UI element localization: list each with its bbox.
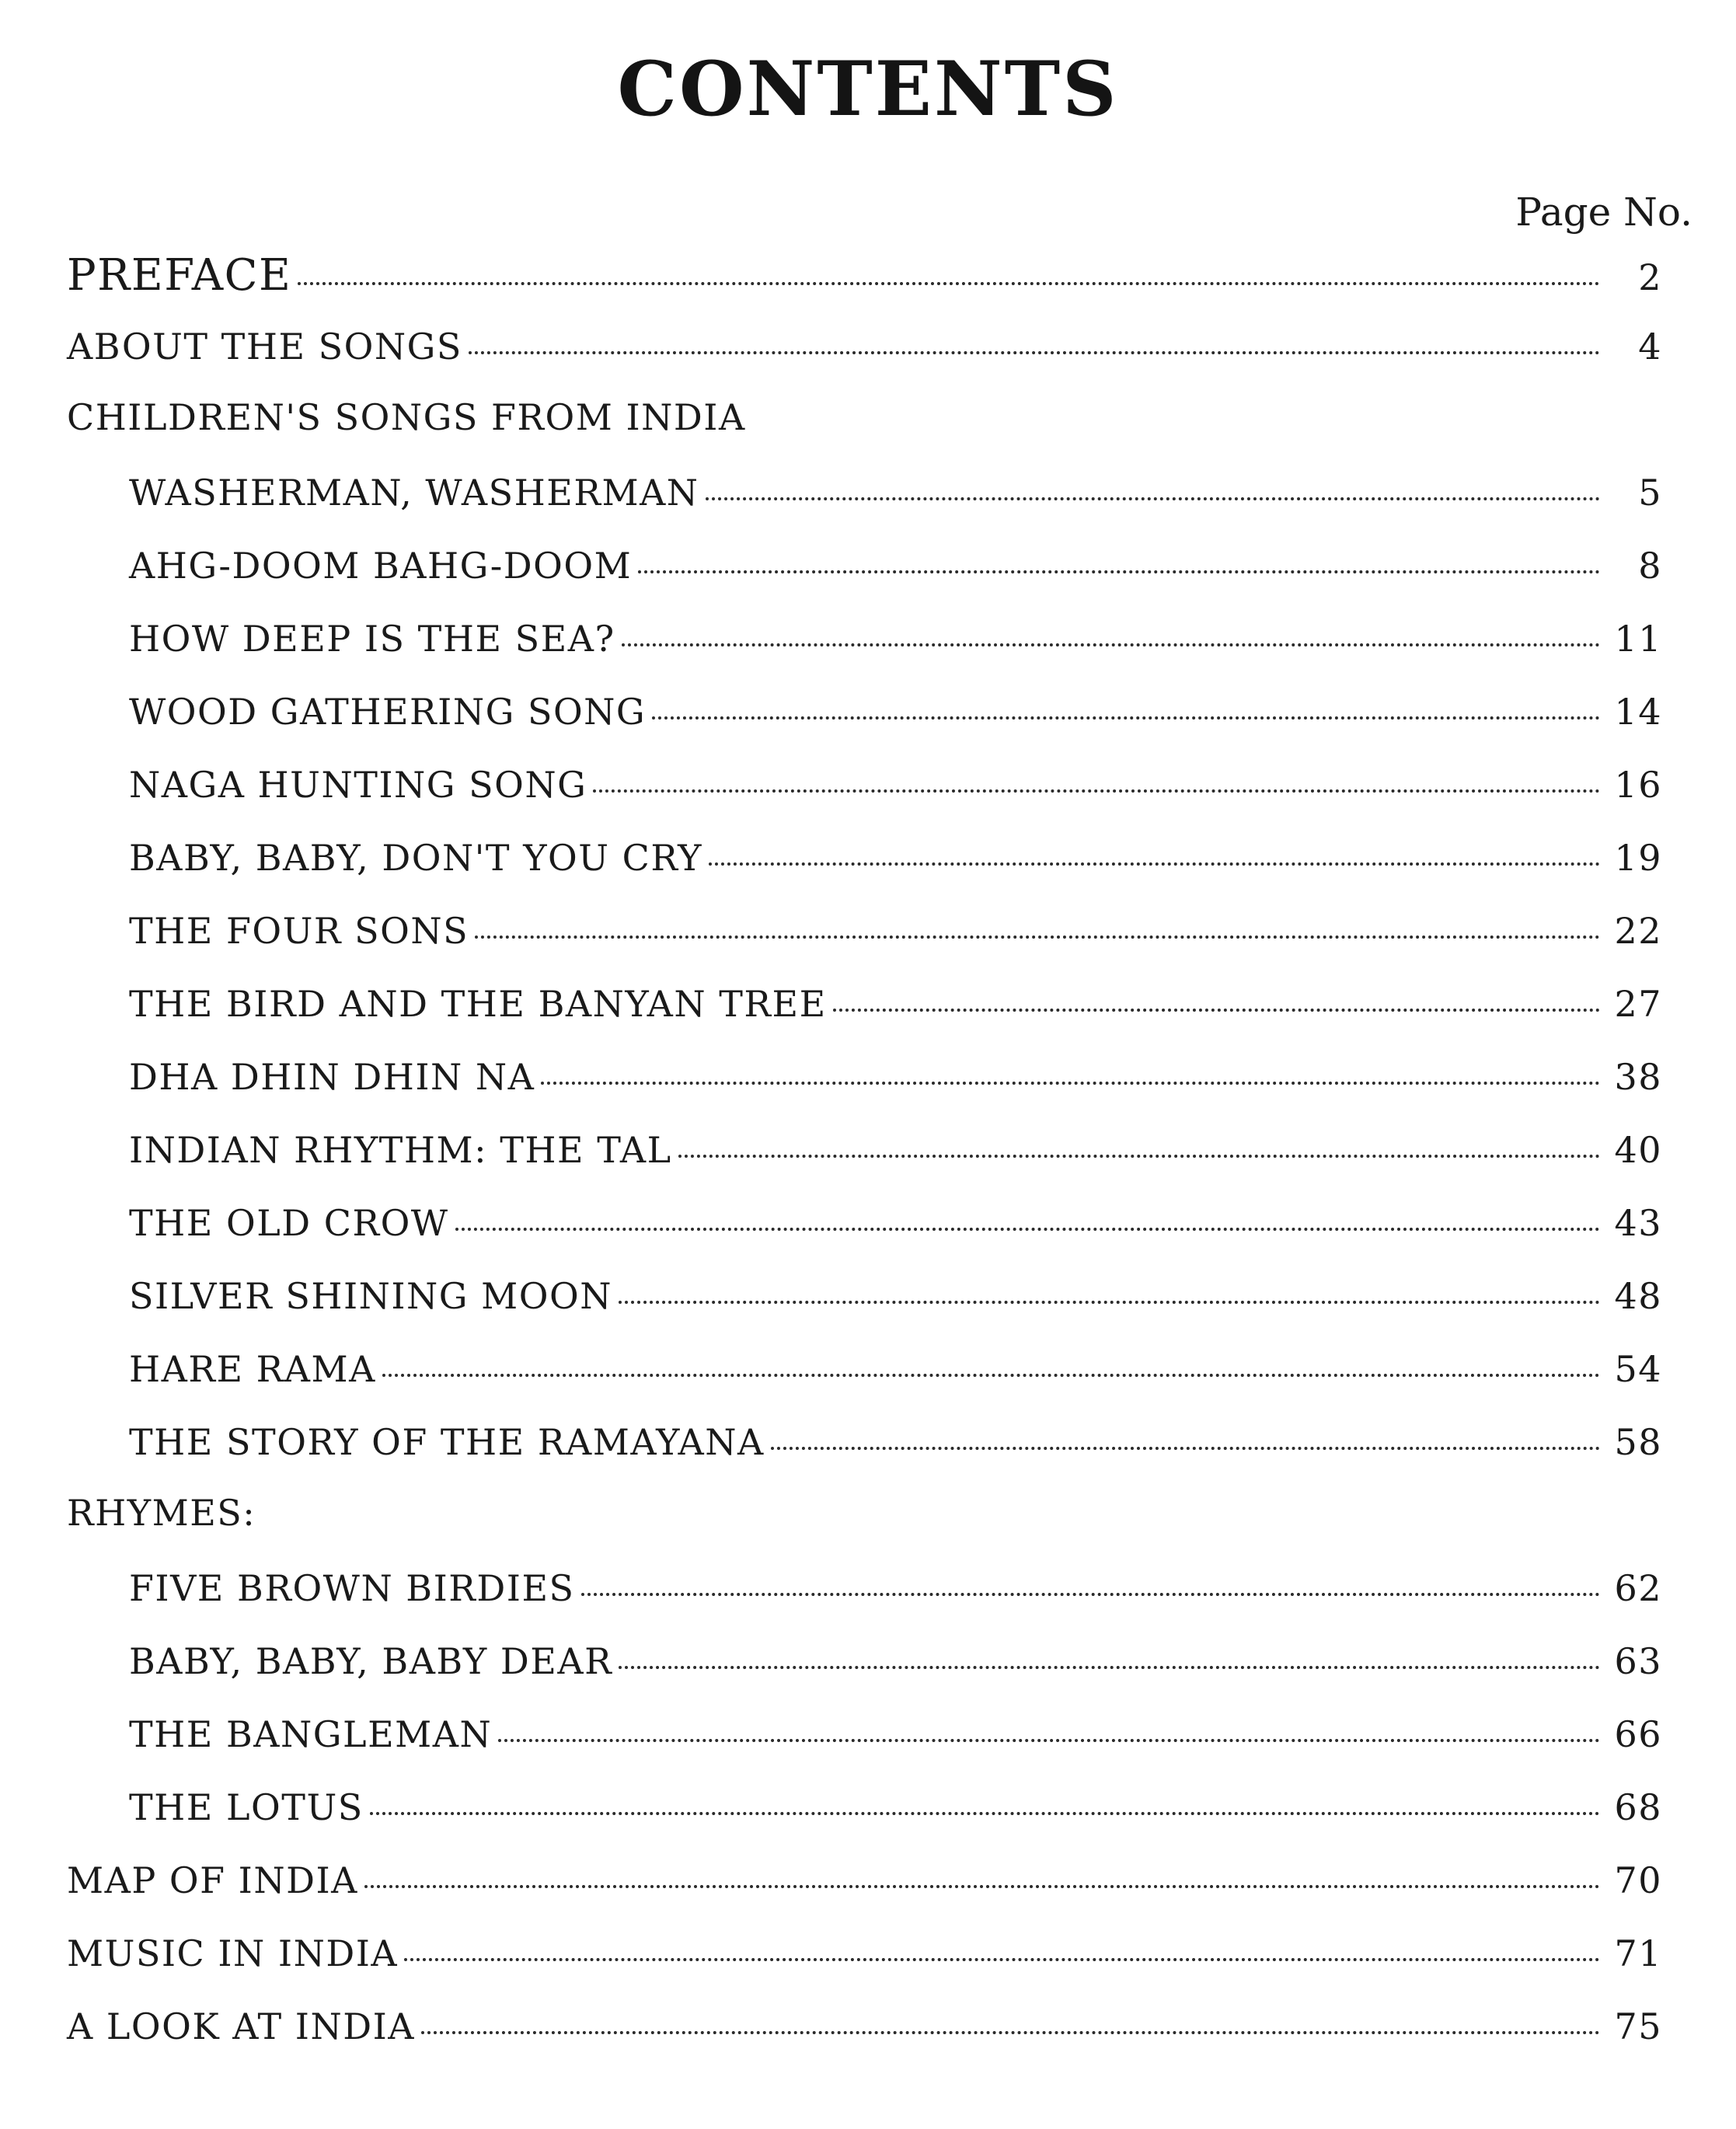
toc-entry-page-number: 43 — [1614, 1202, 1662, 1244]
dot-leader — [593, 761, 1600, 797]
dot-leader — [455, 1200, 1600, 1235]
toc-entry-page-number: 70 — [1614, 1859, 1662, 1901]
toc-entry[interactable] — [67, 250, 1662, 305]
toc-entry-title: WASHERMAN, WASHERMAN — [129, 472, 699, 514]
dot-leader — [833, 981, 1600, 1016]
toc-entry[interactable] — [129, 981, 1662, 1035]
toc-entry[interactable] — [129, 1054, 1662, 1108]
toc-entry[interactable] — [67, 1857, 1662, 1911]
toc-entry-title: MUSIC IN INDIA — [67, 1932, 399, 1974]
toc-entry[interactable] — [129, 908, 1662, 962]
toc-entry-title: HARE RAMA — [129, 1348, 376, 1390]
dot-leader — [469, 323, 1600, 359]
dot-leader — [706, 469, 1600, 505]
toc-entry-title: THE OLD CROW — [129, 1202, 449, 1244]
dot-leader — [619, 1273, 1600, 1308]
toc-entry-title: SILVER SHINING MOON — [129, 1275, 612, 1317]
toc-entry-title: THE STORY OF THE RAMAYANA — [129, 1421, 765, 1463]
toc-entry-page-number: 4 — [1638, 326, 1662, 368]
toc-entry-page-number: 40 — [1614, 1129, 1662, 1171]
dot-leader — [581, 1565, 1600, 1601]
toc-entry[interactable] — [129, 1638, 1662, 1692]
dot-leader — [370, 1784, 1600, 1820]
toc-entry-page-number: 8 — [1638, 545, 1662, 587]
dot-leader — [619, 1638, 1600, 1674]
toc-entry[interactable] — [67, 323, 1662, 378]
dot-leader — [498, 1711, 1600, 1747]
toc-entry-page-number: 48 — [1614, 1275, 1662, 1317]
toc-entry-title: ABOUT THE SONGS — [67, 326, 462, 368]
toc-entry-page-number: 62 — [1614, 1567, 1662, 1609]
dot-leader — [678, 1127, 1600, 1162]
toc-entry-title: WOOD GATHERING SONG — [129, 691, 647, 733]
toc-entry-title: AHG-DOOM BAHG-DOOM — [129, 545, 633, 587]
dot-leader — [652, 688, 1600, 724]
toc-entry-page-number: 14 — [1614, 691, 1662, 733]
toc-entry-title: DHA DHIN DHIN NA — [129, 1056, 535, 1098]
toc-entry-title: CHILDREN'S SONGS FROM INDIA — [67, 396, 746, 438]
toc-entry-page-number: 71 — [1614, 1932, 1662, 1974]
toc-entry-title: A LOOK AT INDIA — [67, 2005, 415, 2047]
dot-leader — [771, 1419, 1600, 1455]
toc-entry-page-number: 5 — [1638, 472, 1662, 514]
toc-entry[interactable] — [129, 1565, 1662, 1619]
dot-leader — [622, 615, 1600, 651]
toc-entry-page-number: 63 — [1614, 1640, 1662, 1682]
toc-entry[interactable] — [129, 1784, 1662, 1838]
dot-leader — [404, 1930, 1600, 1966]
toc-entry-page-number: 66 — [1614, 1713, 1662, 1755]
toc-entry-title: BABY, BABY, BABY DEAR — [129, 1640, 613, 1682]
toc-entry[interactable] — [129, 761, 1662, 816]
toc-entry-title: THE LOTUS — [129, 1786, 364, 1828]
toc-entry-title: NAGA HUNTING SONG — [129, 764, 587, 806]
dot-leader — [541, 1054, 1600, 1089]
toc-entry-title: RHYMES: — [67, 1492, 256, 1534]
toc-entry-title: THE BANGLEMAN — [129, 1713, 493, 1755]
dot-leader — [638, 542, 1600, 578]
toc-entry-title: THE FOUR SONS — [129, 910, 469, 952]
page-number-column-header: Page No. — [1515, 190, 1692, 235]
toc-entry[interactable] — [67, 2003, 1662, 2058]
toc-entry-title: BABY, BABY, DON'T YOU CRY — [129, 837, 702, 879]
toc-entry[interactable] — [129, 1346, 1662, 1400]
toc-entry-page-number: 68 — [1614, 1786, 1662, 1828]
toc-entry[interactable] — [129, 1711, 1662, 1765]
dot-leader — [421, 2003, 1600, 2039]
dot-leader — [382, 1346, 1600, 1382]
toc-entry[interactable] — [129, 1127, 1662, 1181]
toc-entry[interactable] — [129, 542, 1662, 597]
toc-entry-title: THE BIRD AND THE BANYAN TREE — [129, 983, 827, 1025]
toc-entry[interactable] — [129, 688, 1662, 743]
dot-leader — [364, 1857, 1600, 1893]
dot-leader — [475, 908, 1600, 943]
toc-entry[interactable] — [129, 615, 1662, 670]
toc-entry[interactable] — [67, 1492, 1662, 1546]
toc-entry-page-number: 54 — [1614, 1348, 1662, 1390]
toc-entry-page-number: 2 — [1638, 256, 1662, 298]
page-title: CONTENTS — [617, 45, 1119, 133]
toc-entry-page-number: 75 — [1614, 2005, 1662, 2047]
toc-entry-title: INDIAN RHYTHM: THE TAL — [129, 1129, 672, 1171]
toc-entry-page-number: 38 — [1614, 1056, 1662, 1098]
toc-entry[interactable] — [129, 1273, 1662, 1327]
toc-entry-title: MAP OF INDIA — [67, 1859, 358, 1901]
toc-entry[interactable] — [67, 1930, 1662, 1984]
toc-entry-title: PREFACE — [67, 250, 292, 301]
toc-entry-page-number: 58 — [1614, 1421, 1662, 1463]
toc-entry[interactable] — [129, 1419, 1662, 1473]
dot-leader — [709, 835, 1600, 870]
toc-entry-page-number: 11 — [1614, 618, 1662, 660]
toc-entry-page-number: 22 — [1614, 910, 1662, 952]
toc-entry[interactable] — [67, 396, 1662, 451]
toc-entry-title: HOW DEEP IS THE SEA? — [129, 618, 615, 660]
toc-entry-title: FIVE BROWN BIRDIES — [129, 1567, 575, 1609]
toc-entry[interactable] — [129, 835, 1662, 889]
toc-entry[interactable] — [129, 469, 1662, 524]
toc-entry-page-number: 27 — [1614, 983, 1662, 1025]
toc-entry-page-number: 16 — [1614, 764, 1662, 806]
toc-entry-page-number: 19 — [1614, 837, 1662, 879]
toc-entry[interactable] — [129, 1200, 1662, 1254]
dot-leader — [298, 254, 1600, 290]
